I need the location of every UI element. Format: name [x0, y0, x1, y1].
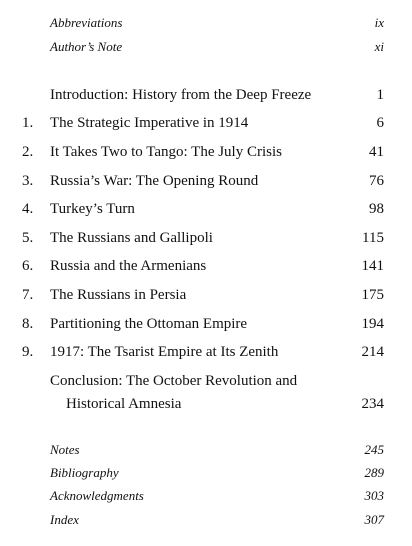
toc-entry-number: 8.	[22, 316, 34, 332]
toc-entry-page: 234	[361, 396, 384, 412]
toc-entry-title: Introduction: History from the Deep Freeze	[50, 87, 312, 103]
toc-entry-title: Notes	[50, 442, 80, 457]
toc-entry-title-line1: Conclusion: The October Revolution and	[50, 373, 298, 389]
toc-entry-title: It Takes Two to Tango: The July Crisis	[50, 144, 282, 160]
toc-entry-page: 41	[369, 144, 384, 160]
toc-entry-number: 1.	[22, 115, 34, 131]
toc-entry-title: Turkey’s Turn	[50, 201, 135, 217]
toc-entry-page: 1	[376, 87, 384, 103]
toc-entry-page: 115	[362, 230, 384, 246]
toc-entry-title: Partitioning the Ottoman Empire	[50, 316, 248, 332]
toc-entry-title: 1917: The Tsarist Empire at Its Zenith	[50, 344, 279, 360]
toc-entry-title: Bibliography	[50, 465, 119, 480]
toc-entry-title: Acknowledgments	[50, 488, 144, 503]
toc-entry-page: xi	[374, 39, 384, 54]
toc-entry-number: 3.	[22, 173, 34, 189]
toc-entry-page: 98	[369, 201, 384, 217]
toc-entry-page: 214	[361, 344, 384, 360]
toc-entry-page: 303	[364, 488, 384, 503]
toc-entry-number: 4.	[22, 201, 34, 217]
toc-entry-page: 194	[361, 316, 384, 332]
toc-entry-page: 76	[369, 173, 384, 189]
toc-entry-title: The Strategic Imperative in 1914	[50, 115, 249, 131]
toc-entry-title: Russia’s War: The Opening Round	[50, 173, 259, 189]
toc-entry-number: 7.	[22, 287, 34, 303]
toc-entry-title: Abbreviations	[50, 15, 123, 30]
toc-entry-title: Russia and the Armenians	[50, 258, 207, 274]
toc-entry-page: 6	[376, 115, 384, 131]
toc-entry-page: ix	[374, 15, 384, 30]
toc-entry-title: Author’s Note	[50, 39, 123, 54]
toc-entry-page: 175	[361, 287, 384, 303]
toc-entry-title: The Russians and Gallipoli	[50, 230, 213, 246]
toc-entry-number: 6.	[22, 258, 34, 274]
toc-entry-page: 141	[361, 258, 384, 274]
toc-entry-title-line2: Historical Amnesia	[66, 396, 182, 412]
toc-entry-number: 5.	[22, 230, 34, 246]
toc-entry-number: 2.	[22, 144, 34, 160]
toc-entry-title: The Russians in Persia	[50, 287, 187, 303]
toc-entry-page: 245	[364, 442, 384, 457]
toc-entry-title: Index	[50, 512, 79, 527]
toc-entry-page: 307	[364, 512, 384, 527]
toc-entry-page: 289	[364, 465, 384, 480]
toc-entry-number: 9.	[22, 344, 34, 360]
